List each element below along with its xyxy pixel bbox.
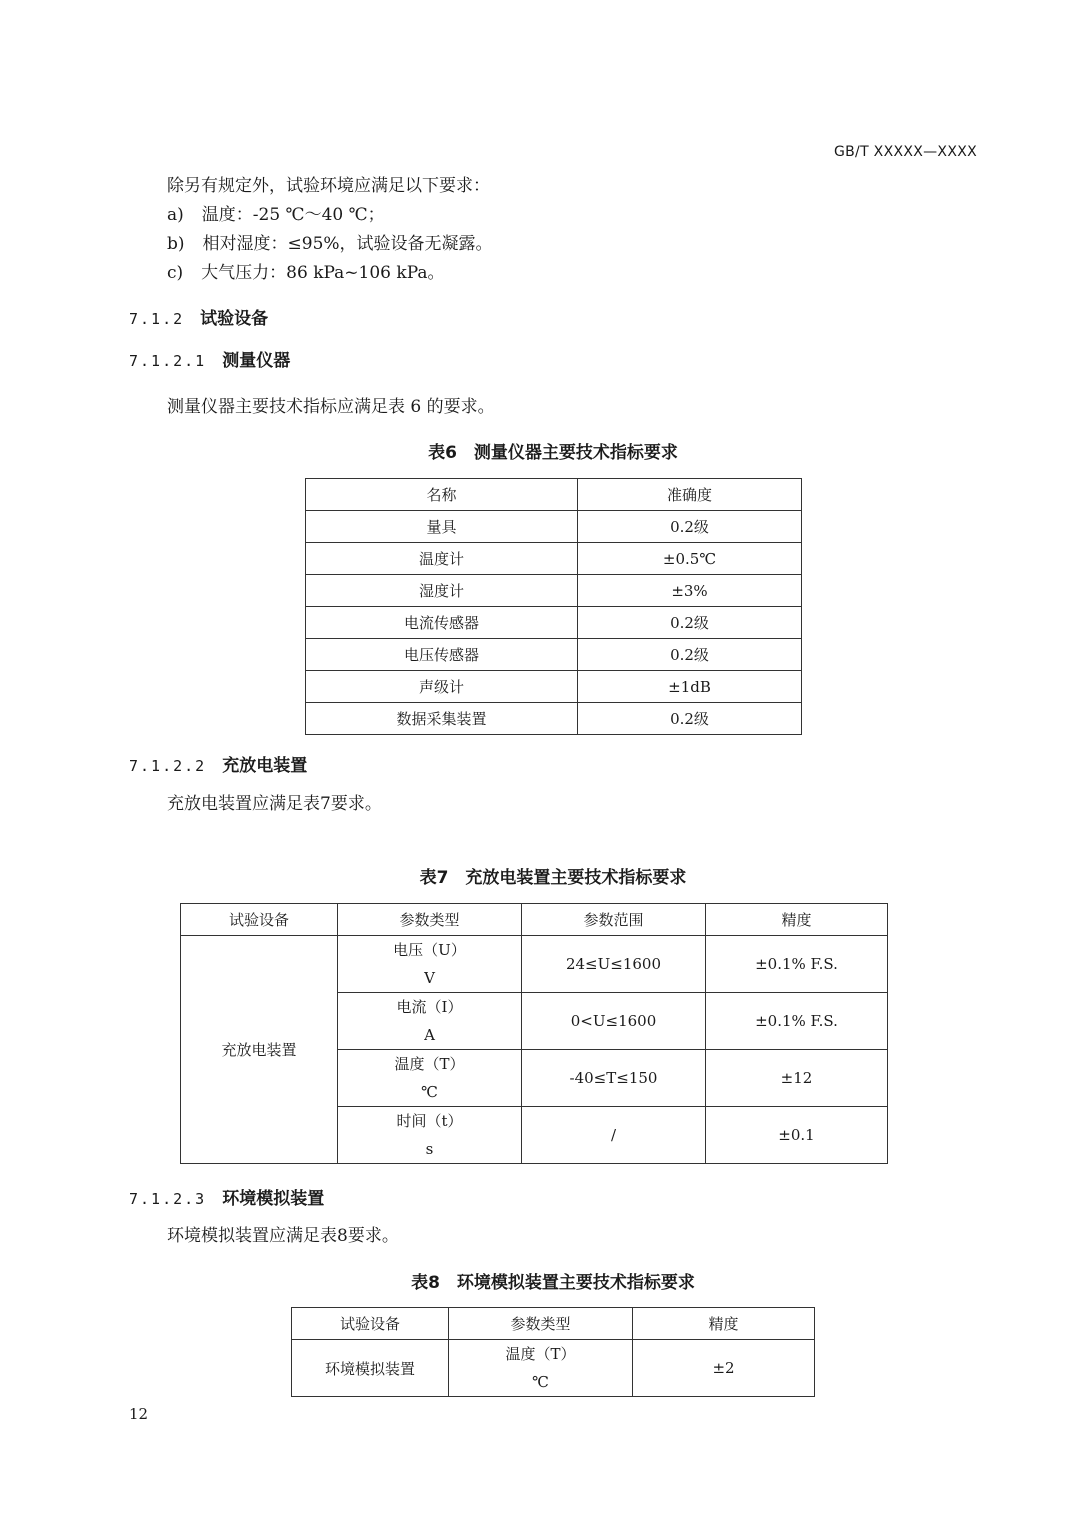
table-header-cell: 试验设备 [181, 904, 338, 936]
range-cell: 0<U≤1600 [522, 993, 706, 1050]
table-header-cell: 精度 [706, 904, 888, 936]
param-cell [338, 1050, 522, 1107]
table-header-row [181, 904, 888, 936]
table-cell: 0.2级 [578, 639, 802, 671]
section-number: 7.1.2.3 [129, 1190, 207, 1208]
param-cell [338, 1107, 522, 1164]
section-heading-7-1-2-2 [129, 751, 307, 776]
table-cell: 电流传感器 [306, 607, 578, 639]
param-cell [449, 1340, 633, 1397]
param-cell [338, 993, 522, 1050]
section-paragraph-7-1-2-3: 环境模拟装置应满足表8要求。 [167, 1226, 399, 1246]
table-header-cell: 准确度 [578, 479, 802, 511]
table-row [306, 671, 802, 703]
device-cell: 环境模拟装置 [292, 1340, 449, 1397]
table7 [180, 903, 888, 1164]
section-paragraph-7-1-2-1: 测量仪器主要技术指标应满足表 6 的要求。 [167, 397, 495, 417]
section-number: 7.1.2.1 [129, 352, 207, 370]
section-number: 7.1.2.2 [129, 757, 207, 775]
precision-cell: ±12 [706, 1050, 888, 1107]
table-cell: 温度计 [306, 543, 578, 575]
precision-cell: ±0.1% F.S. [706, 936, 888, 993]
precision-cell: ±0.1% F.S. [706, 993, 888, 1050]
table-cell: 0.2级 [578, 703, 802, 735]
table7-caption: 表7 充放电装置主要技术指标要求 [419, 868, 687, 888]
precision-cell: ±2 [633, 1340, 815, 1397]
section-number: 7.1.2 [129, 310, 185, 328]
table-header-cell: 试验设备 [292, 1308, 449, 1340]
env-item-a [167, 201, 385, 230]
table-header-cell: 名称 [306, 479, 578, 511]
param-name: 电压（U） [393, 941, 466, 959]
param-unit: A [424, 1026, 435, 1044]
env-item-text: 温度：-25 ℃～40 ℃； [201, 205, 385, 225]
section-paragraph-7-1-2-2: 充放电装置应满足表7要求。 [167, 794, 382, 814]
table-row [306, 511, 802, 543]
table-header-cell: 参数范围 [522, 904, 706, 936]
param-unit: ℃ [421, 1083, 438, 1101]
param-name: 时间（t） [396, 1112, 463, 1130]
param-name: 电流（I） [396, 998, 463, 1016]
table-header-row [306, 479, 802, 511]
param-cell [338, 936, 522, 993]
table-cell: ±1dB [578, 671, 802, 703]
table8-caption: 表8 环境模拟装置主要技术指标要求 [411, 1273, 695, 1293]
table-cell: 量具 [306, 511, 578, 543]
env-item-b [167, 230, 493, 259]
section-title: 测量仪器 [222, 351, 291, 371]
table-header-cell: 精度 [633, 1308, 815, 1340]
section-title: 试验设备 [200, 309, 269, 329]
table-header-cell: 参数类型 [449, 1308, 633, 1340]
table-cell: 电压传感器 [306, 639, 578, 671]
table-cell: ±3% [578, 575, 802, 607]
env-item-marker: a) [167, 205, 184, 225]
param-unit: V [424, 969, 435, 987]
env-item-marker: c) [167, 263, 184, 283]
env-intro: 除另有规定外，试验环境应满足以下要求： [167, 176, 490, 196]
env-item-text: 大气压力：86 kPa~106 kPa。 [201, 263, 445, 283]
table-row [306, 639, 802, 671]
range-cell: / [522, 1107, 706, 1164]
table8 [291, 1307, 815, 1397]
section-title: 环境模拟装置 [222, 1189, 325, 1209]
env-item-c [167, 259, 445, 288]
table-header-cell: 参数类型 [338, 904, 522, 936]
table-cell: ±0.5℃ [578, 543, 802, 575]
standard-code: GB/T XXXXX—XXXX [834, 144, 977, 160]
table-header-row [292, 1308, 815, 1340]
precision-cell: ±0.1 [706, 1107, 888, 1164]
table-row [306, 543, 802, 575]
table-row [306, 607, 802, 639]
section-heading-7-1-2 [129, 304, 268, 329]
param-unit: s [425, 1140, 434, 1158]
table-row [306, 703, 802, 735]
section-heading-7-1-2-1 [129, 346, 290, 371]
page-number: 12 [129, 1405, 149, 1423]
table-cell: 0.2级 [578, 511, 802, 543]
table6-caption: 表6 测量仪器主要技术指标要求 [428, 443, 678, 463]
range-cell: -40≤T≤150 [522, 1050, 706, 1107]
table-cell: 数据采集装置 [306, 703, 578, 735]
section-heading-7-1-2-3 [129, 1184, 324, 1209]
param-name: 温度（T） [505, 1345, 576, 1363]
env-item-text: 相对湿度：≤95%，试验设备无凝露。 [202, 234, 493, 254]
table6 [305, 478, 802, 735]
param-name: 温度（T） [394, 1055, 465, 1073]
env-item-marker: b) [167, 234, 185, 254]
table-row [181, 936, 888, 993]
table-cell: 0.2级 [578, 607, 802, 639]
table-row [306, 575, 802, 607]
range-cell: 24≤U≤1600 [522, 936, 706, 993]
table-cell: 湿度计 [306, 575, 578, 607]
device-cell: 充放电装置 [181, 936, 338, 1164]
table-row [292, 1340, 815, 1397]
table-cell: 声级计 [306, 671, 578, 703]
section-title: 充放电装置 [222, 756, 308, 776]
param-unit: ℃ [532, 1373, 549, 1391]
